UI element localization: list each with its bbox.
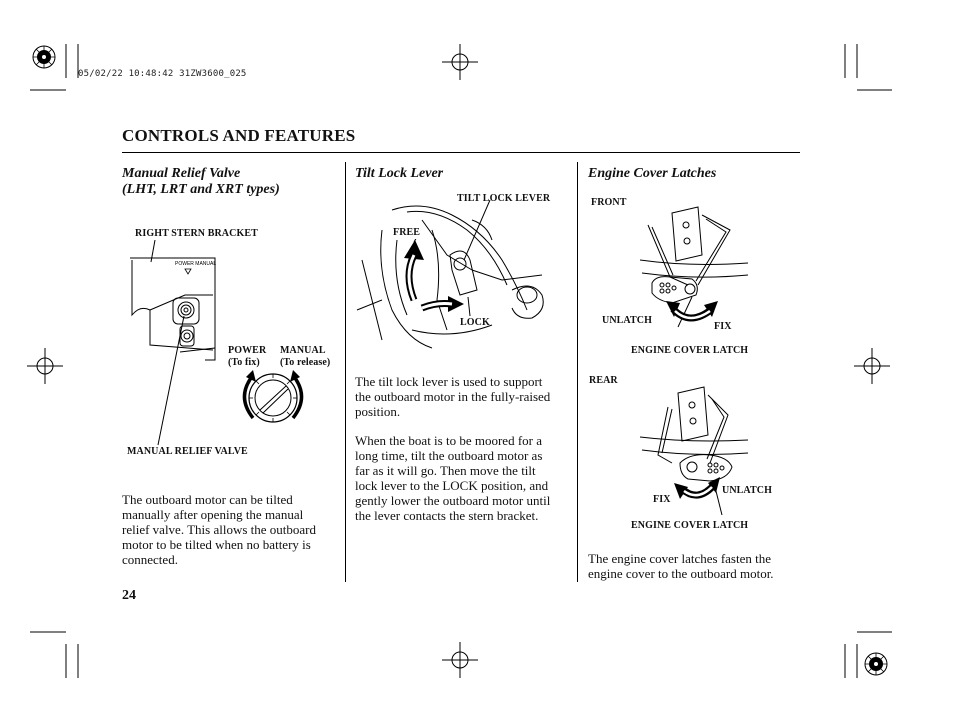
- label-rear-fix: FIX: [653, 494, 671, 505]
- plate-marking: POWER MANUAL: [175, 261, 217, 267]
- label-rear-engine-cover-latch: ENGINE COVER LATCH: [631, 520, 749, 531]
- page-title: CONTROLS AND FEATURES: [122, 126, 356, 145]
- label-front-fix: FIX: [714, 321, 732, 332]
- registration-target-icon: [33, 46, 55, 68]
- page-number: 24: [122, 588, 136, 603]
- label-front: FRONT: [591, 197, 627, 208]
- column-divider: [345, 162, 346, 582]
- front-latch-illustration: [640, 205, 750, 345]
- section-title-tilt-lock: Tilt Lock Lever: [355, 166, 444, 181]
- label-manual: MANUAL (To release): [280, 345, 331, 368]
- section-title-engine-cover-latches: Engine Cover Latches: [588, 166, 717, 181]
- heading-rule: [122, 152, 800, 153]
- label-right-stern-bracket: RIGHT STERN BRACKET: [135, 228, 258, 239]
- tilt-lock-description-1: The tilt lock lever is used to support the outboard motor in the fully-raised position.: [355, 374, 551, 419]
- label-front-engine-cover-latch: ENGINE COVER LATCH: [631, 345, 749, 356]
- engine-cover-latch-description: The engine cover latches fasten the engine cover to the outboard motor.: [588, 551, 774, 581]
- registration-target-icon: [865, 653, 887, 675]
- label-rear-unlatch: UNLATCH: [722, 485, 772, 496]
- label-free: FREE: [393, 227, 421, 238]
- label-tilt-lock-lever: TILT LOCK LEVER: [457, 193, 551, 204]
- print-stamp: 05/02/22 10:48:42 31ZW3600_025: [78, 69, 247, 79]
- label-lock: LOCK: [460, 317, 490, 328]
- relief-valve-description: The outboard motor can be tilted manually after opening the manual relief valve. This allows the outboard motor to be tilted when no battery is connected.: [122, 492, 316, 567]
- column-divider: [577, 162, 578, 582]
- section-title-relief-valve: Manual Relief Valve (LHT, LRT and XRT types): [122, 166, 280, 197]
- label-manual-relief-valve: MANUAL RELIEF VALVE: [127, 446, 248, 457]
- label-rear: REAR: [589, 375, 618, 386]
- tilt-lock-description-2: When the boat is to be moored for a long time, tilt the outboard motor as far as it will go. Then move the tilt lock lever to the LOCK position, and gently lower the outboard motor until the lever contacts the stern bracket.: [355, 433, 551, 523]
- label-front-unlatch: UNLATCH: [602, 315, 652, 326]
- label-power: POWER (To fix): [228, 345, 267, 368]
